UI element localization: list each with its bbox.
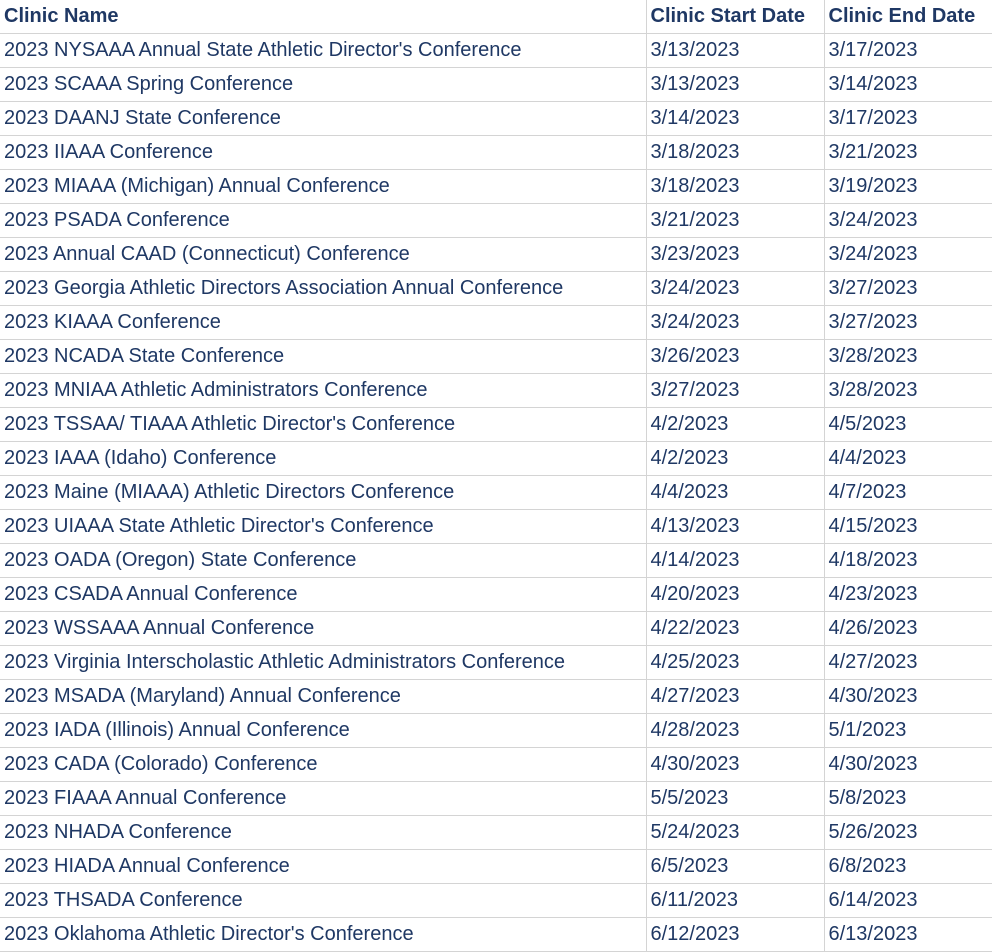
- table-row: [0, 442, 992, 476]
- table-row: [0, 544, 992, 578]
- cell-start-date[interactable]: 3/21/2023: [646, 204, 824, 238]
- cell-end-date[interactable]: 3/17/2023: [824, 34, 992, 68]
- cell-end-date[interactable]: 3/28/2023: [824, 340, 992, 374]
- table-row: [0, 918, 992, 952]
- cell-end-date[interactable]: 4/4/2023: [824, 442, 992, 476]
- cell-start-date[interactable]: 4/30/2023: [646, 748, 824, 782]
- table-row: [0, 476, 992, 510]
- header-row: [0, 0, 992, 34]
- cell-end-date[interactable]: 4/18/2023: [824, 544, 992, 578]
- cell-start-date[interactable]: 4/14/2023: [646, 544, 824, 578]
- table-row: [0, 408, 992, 442]
- cell-end-date[interactable]: 4/7/2023: [824, 476, 992, 510]
- cell-end-date[interactable]: 3/27/2023: [824, 272, 992, 306]
- cell-end-date[interactable]: 4/15/2023: [824, 510, 992, 544]
- table-body: [0, 34, 992, 952]
- cell-start-date[interactable]: 3/27/2023: [646, 374, 824, 408]
- cell-clinic-name[interactable]: 2023 TSSAA/ TIAAA Athletic Director's Conference: [0, 408, 646, 442]
- cell-end-date[interactable]: 4/27/2023: [824, 646, 992, 680]
- cell-end-date[interactable]: 4/23/2023: [824, 578, 992, 612]
- cell-clinic-name[interactable]: 2023 WSSAAA Annual Conference: [0, 612, 646, 646]
- cell-end-date[interactable]: 3/19/2023: [824, 170, 992, 204]
- table-row: [0, 34, 992, 68]
- table-row: [0, 884, 992, 918]
- cell-end-date[interactable]: 3/28/2023: [824, 374, 992, 408]
- cell-clinic-name[interactable]: 2023 UIAAA State Athletic Director's Conference: [0, 510, 646, 544]
- cell-end-date[interactable]: 5/8/2023: [824, 782, 992, 816]
- cell-clinic-name[interactable]: 2023 Georgia Athletic Directors Association Annual Conference: [0, 272, 646, 306]
- cell-start-date[interactable]: 4/2/2023: [646, 442, 824, 476]
- cell-clinic-name[interactable]: 2023 IAAA (Idaho) Conference: [0, 442, 646, 476]
- header-clinic-name[interactable]: Clinic Name: [0, 0, 646, 34]
- cell-clinic-name[interactable]: 2023 Virginia Interscholastic Athletic Administrators Conference: [0, 646, 646, 680]
- cell-start-date[interactable]: 3/14/2023: [646, 102, 824, 136]
- cell-end-date[interactable]: 3/21/2023: [824, 136, 992, 170]
- cell-clinic-name[interactable]: 2023 DAANJ State Conference: [0, 102, 646, 136]
- table-row: [0, 646, 992, 680]
- table-row: [0, 578, 992, 612]
- cell-start-date[interactable]: 6/12/2023: [646, 918, 824, 952]
- cell-start-date[interactable]: 3/23/2023: [646, 238, 824, 272]
- table-row: [0, 272, 992, 306]
- header-clinic-end-date[interactable]: Clinic End Date: [824, 0, 992, 34]
- cell-clinic-name[interactable]: 2023 CADA (Colorado) Conference: [0, 748, 646, 782]
- cell-end-date[interactable]: 4/5/2023: [824, 408, 992, 442]
- cell-clinic-name[interactable]: 2023 SCAAA Spring Conference: [0, 68, 646, 102]
- table-row: [0, 850, 992, 884]
- table-row: [0, 612, 992, 646]
- cell-start-date[interactable]: 6/11/2023: [646, 884, 824, 918]
- table-row: [0, 816, 992, 850]
- cell-end-date[interactable]: 3/24/2023: [824, 204, 992, 238]
- cell-start-date[interactable]: 4/22/2023: [646, 612, 824, 646]
- table-row: [0, 748, 992, 782]
- cell-end-date[interactable]: 4/26/2023: [824, 612, 992, 646]
- table-row: [0, 204, 992, 238]
- cell-end-date[interactable]: 5/1/2023: [824, 714, 992, 748]
- cell-end-date[interactable]: 6/13/2023: [824, 918, 992, 952]
- cell-start-date[interactable]: 5/24/2023: [646, 816, 824, 850]
- table-row: [0, 510, 992, 544]
- cell-clinic-name[interactable]: 2023 FIAAA Annual Conference: [0, 782, 646, 816]
- cell-start-date[interactable]: 3/13/2023: [646, 34, 824, 68]
- cell-end-date[interactable]: 3/14/2023: [824, 68, 992, 102]
- cell-start-date[interactable]: 3/18/2023: [646, 136, 824, 170]
- cell-clinic-name[interactable]: 2023 PSADA Conference: [0, 204, 646, 238]
- cell-end-date[interactable]: 4/30/2023: [824, 680, 992, 714]
- table-row: [0, 68, 992, 102]
- cell-clinic-name[interactable]: 2023 Oklahoma Athletic Director's Conference: [0, 918, 646, 952]
- cell-clinic-name[interactable]: 2023 NHADA Conference: [0, 816, 646, 850]
- table-row: [0, 374, 992, 408]
- cell-end-date[interactable]: 3/27/2023: [824, 306, 992, 340]
- table-row: [0, 306, 992, 340]
- cell-start-date[interactable]: 4/2/2023: [646, 408, 824, 442]
- cell-end-date[interactable]: 3/24/2023: [824, 238, 992, 272]
- cell-start-date[interactable]: 3/24/2023: [646, 306, 824, 340]
- cell-clinic-name[interactable]: 2023 IADA (Illinois) Annual Conference: [0, 714, 646, 748]
- cell-start-date[interactable]: 4/27/2023: [646, 680, 824, 714]
- cell-end-date[interactable]: 6/8/2023: [824, 850, 992, 884]
- table-row: [0, 714, 992, 748]
- cell-clinic-name[interactable]: 2023 MNIAA Athletic Administrators Conference: [0, 374, 646, 408]
- cell-start-date[interactable]: 4/13/2023: [646, 510, 824, 544]
- cell-clinic-name[interactable]: 2023 MSADA (Maryland) Annual Conference: [0, 680, 646, 714]
- cell-clinic-name[interactable]: 2023 OADA (Oregon) State Conference: [0, 544, 646, 578]
- cell-start-date[interactable]: 4/4/2023: [646, 476, 824, 510]
- cell-start-date[interactable]: 6/5/2023: [646, 850, 824, 884]
- cell-clinic-name[interactable]: 2023 NYSAAA Annual State Athletic Director's Conference: [0, 34, 646, 68]
- cell-start-date[interactable]: 4/25/2023: [646, 646, 824, 680]
- cell-start-date[interactable]: 4/28/2023: [646, 714, 824, 748]
- cell-start-date[interactable]: 3/24/2023: [646, 272, 824, 306]
- cell-start-date[interactable]: 5/5/2023: [646, 782, 824, 816]
- cell-start-date[interactable]: 3/18/2023: [646, 170, 824, 204]
- cell-clinic-name[interactable]: 2023 THSADA Conference: [0, 884, 646, 918]
- header-clinic-start-date[interactable]: Clinic Start Date: [646, 0, 824, 34]
- cell-clinic-name[interactable]: 2023 MIAAA (Michigan) Annual Conference: [0, 170, 646, 204]
- cell-start-date[interactable]: 4/20/2023: [646, 578, 824, 612]
- table-row: [0, 170, 992, 204]
- cell-clinic-name[interactable]: 2023 KIAAA Conference: [0, 306, 646, 340]
- cell-clinic-name[interactable]: 2023 IIAAA Conference: [0, 136, 646, 170]
- cell-start-date[interactable]: 3/13/2023: [646, 68, 824, 102]
- cell-clinic-name[interactable]: 2023 HIADA Annual Conference: [0, 850, 646, 884]
- cell-start-date[interactable]: 3/26/2023: [646, 340, 824, 374]
- table-row: [0, 680, 992, 714]
- table-row: [0, 136, 992, 170]
- table-row: [0, 782, 992, 816]
- cell-clinic-name[interactable]: 2023 Maine (MIAAA) Athletic Directors Conference: [0, 476, 646, 510]
- cell-end-date[interactable]: 4/30/2023: [824, 748, 992, 782]
- cell-end-date[interactable]: 3/17/2023: [824, 102, 992, 136]
- cell-clinic-name[interactable]: 2023 Annual CAAD (Connecticut) Conference: [0, 238, 646, 272]
- table-row: [0, 238, 992, 272]
- cell-clinic-name[interactable]: 2023 CSADA Annual Conference: [0, 578, 646, 612]
- cell-end-date[interactable]: 5/26/2023: [824, 816, 992, 850]
- cell-end-date[interactable]: 6/14/2023: [824, 884, 992, 918]
- table-row: [0, 102, 992, 136]
- cell-clinic-name[interactable]: 2023 NCADA State Conference: [0, 340, 646, 374]
- table-row: [0, 340, 992, 374]
